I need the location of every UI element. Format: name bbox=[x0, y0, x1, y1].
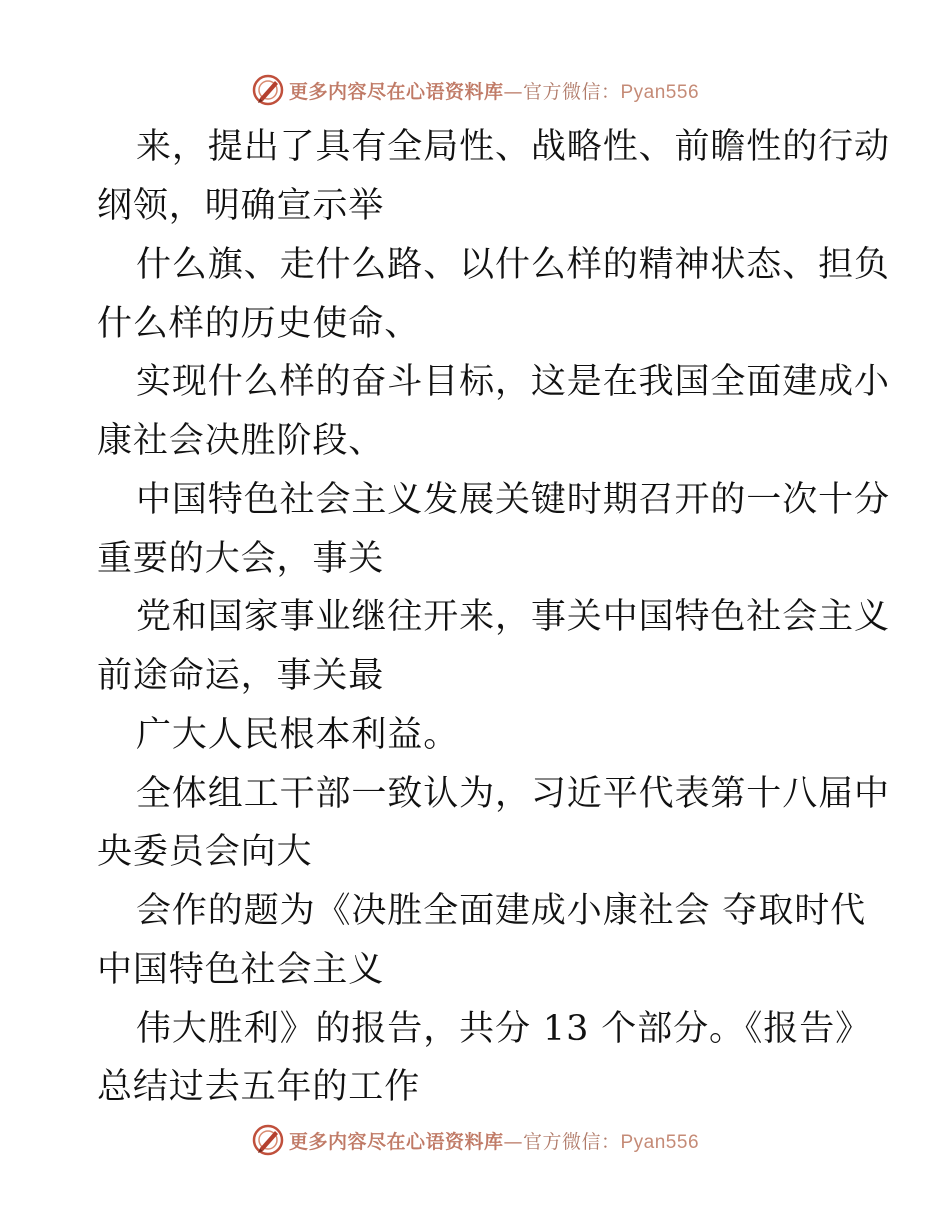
text-line: 广大人民根本利益。 bbox=[136, 715, 460, 755]
text-line: 央委员会向大 bbox=[97, 832, 313, 872]
banner-wechat-id: Pyan556 bbox=[620, 81, 700, 103]
text-line: 前途命运，事关最 bbox=[97, 656, 385, 696]
pen-logo-icon bbox=[251, 1123, 285, 1157]
banner-brand: 更多内容尽在心语资料库 bbox=[288, 80, 504, 103]
text-line: 伟大胜利》的报告，共分 13 个部分。《报告》 bbox=[136, 1009, 871, 1049]
text-line: 中国特色社会主义 bbox=[97, 950, 385, 990]
footer-banner-text bbox=[289, 1127, 699, 1154]
text-line: 什么样的历史使命、 bbox=[97, 304, 421, 344]
text-line: 实现什么样的奋斗目标，这是在我国全面建成小 bbox=[136, 362, 890, 402]
banner-dash: — bbox=[503, 1130, 523, 1153]
banner-wechat-id: Pyan556 bbox=[620, 1131, 700, 1153]
text-line: 中国特色社会主义发展关键时期召开的一次十分 bbox=[136, 480, 890, 520]
banner-brand: 更多内容尽在心语资料库 bbox=[288, 1130, 504, 1153]
text-line: 全体组工干部一致认为，习近平代表第十八届中 bbox=[136, 774, 890, 814]
banner-wechat-label: 官方微信： bbox=[522, 1130, 621, 1153]
text-line: 总结过去五年的工作 bbox=[97, 1067, 421, 1107]
text-line: 康社会决胜阶段、 bbox=[97, 421, 385, 461]
text-line: 重要的大会，事关 bbox=[97, 539, 385, 579]
text-line: 会作的题为《决胜全面建成小康社会 夺取时代 bbox=[136, 891, 867, 931]
text-line: 什么旗、走什么路、以什么样的精神状态、担负 bbox=[136, 245, 890, 285]
text-line: 来，提出了具有全局性、战略性、前瞻性的行动 bbox=[136, 127, 890, 167]
text-line: 纲领，明确宣示举 bbox=[97, 186, 385, 226]
footer-banner bbox=[0, 1120, 950, 1160]
banner-dash: — bbox=[503, 80, 523, 103]
text-line: 党和国家事业继往开来，事关中国特色社会主义 bbox=[136, 597, 890, 637]
banner-wechat-label: 官方微信： bbox=[522, 80, 621, 103]
